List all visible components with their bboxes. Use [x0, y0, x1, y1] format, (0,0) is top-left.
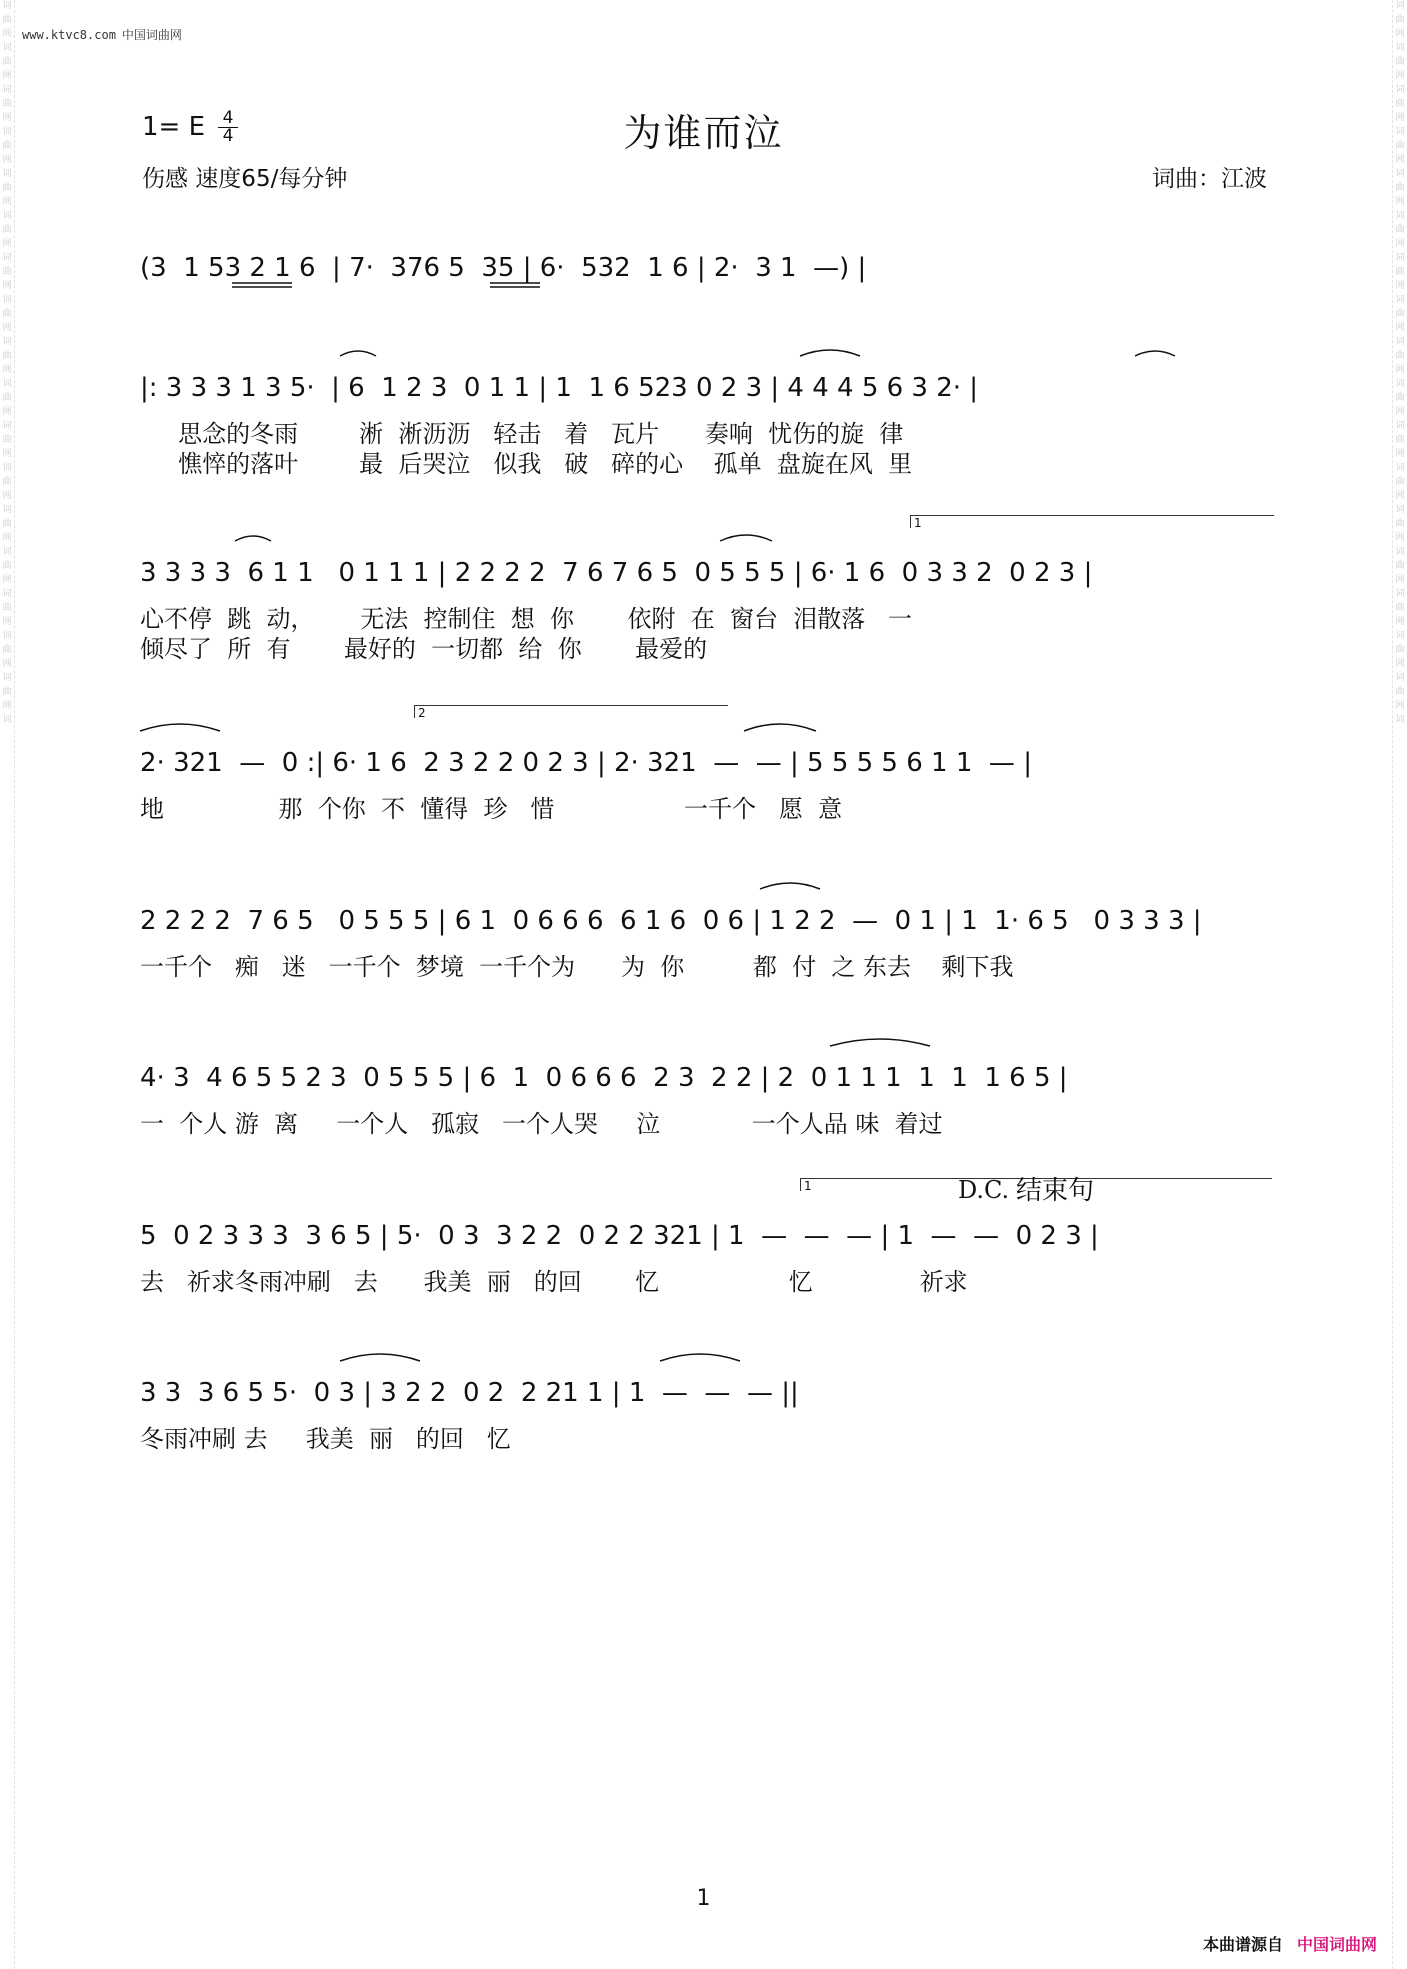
footer-source-site: 中国词曲网 [1296, 1935, 1377, 1954]
watermark-char: 网 [2, 449, 12, 459]
watermark-char: 词 [1395, 85, 1405, 95]
watermark-char: 词 [1395, 211, 1405, 221]
watermark-char: 网 [2, 659, 12, 669]
watermark-char: 词 [1395, 337, 1405, 347]
watermark-char: 网 [2, 407, 12, 417]
watermark-char: 曲 [2, 57, 12, 67]
watermark-char: 词 [2, 421, 12, 431]
watermark-char: 曲 [2, 267, 12, 277]
right-watermark-strip [1392, 0, 1407, 1969]
watermark-char: 网 [2, 617, 12, 627]
watermark-char: 网 [1395, 449, 1405, 459]
watermark-char: 网 [1395, 323, 1405, 333]
watermark-char: 曲 [1395, 57, 1405, 67]
watermark-char: 网 [1395, 155, 1405, 165]
watermark-char: 曲 [2, 99, 12, 109]
watermark-char: 网 [1395, 365, 1405, 375]
watermark-char: 词 [1395, 1, 1405, 11]
second-ending-bracket: 2 [414, 705, 728, 718]
page-number: 1 [696, 1886, 711, 1911]
watermark-char: 曲 [1395, 603, 1405, 613]
watermark-char: 曲 [2, 15, 12, 25]
source-name: 中国词曲网 [121, 28, 182, 42]
watermark-char: 词 [2, 1, 12, 11]
watermark-char: 曲 [1395, 477, 1405, 487]
notation-line: (3 1 53 2 1 6 | 7· 376 5 35 | 6· 532 1 6 | 2· 3 1 —) | [140, 253, 867, 283]
watermark-char: 网 [1395, 575, 1405, 585]
watermark-char: 词 [1395, 547, 1405, 557]
watermark-char: 曲 [1395, 351, 1405, 361]
watermark-char: 词 [2, 589, 12, 599]
watermark-char: 曲 [1395, 183, 1405, 193]
lyrics-verse-1: 去 祈求冬雨冲刷 去 我美 丽 的回 忆 忆 祈求 [140, 1268, 968, 1296]
watermark-char: 词 [2, 547, 12, 557]
watermark-char: 词 [1395, 589, 1405, 599]
watermark-char: 词 [1395, 421, 1405, 431]
lyrics-verse-1: 一 个人 游 离 一个人 孤寂 一个人哭 泣 一个人品 味 着过 [140, 1110, 943, 1138]
watermark-char: 曲 [2, 687, 12, 697]
watermark-char: 词 [1395, 715, 1405, 725]
watermark-char: 网 [1395, 533, 1405, 543]
source-url[interactable] [22, 26, 182, 43]
watermark-char: 曲 [2, 351, 12, 361]
notation-line: 3 3 3 6 5 5· 0 3 | 3 2 2 0 2 2 21 1 | 1 — — — || [140, 1378, 799, 1408]
watermark-char: 曲 [2, 393, 12, 403]
watermark-char: 网 [2, 701, 12, 711]
watermark-char: 曲 [1395, 687, 1405, 697]
watermark-char: 曲 [1395, 99, 1405, 109]
watermark-char: 网 [2, 197, 12, 207]
watermark-char: 词 [1395, 253, 1405, 263]
watermark-char: 网 [1395, 617, 1405, 627]
first-ending-bracket-2: 1 [800, 1178, 1272, 1191]
watermark-char: 词 [2, 463, 12, 473]
notation-line: 5 0 2 3 3 3 3 6 5 | 5· 0 3 3 2 2 0 2 2 321 | 1 — — — | 1 — — 0 2 3 | [140, 1221, 1099, 1251]
watermark-char: 词 [2, 253, 12, 263]
watermark-char: 词 [2, 127, 12, 137]
watermark-char: 网 [1395, 239, 1405, 249]
lyrics-verse-1: 思念的冬雨 淅 淅沥沥 轻击 着 瓦片 奏响 忧伤的旋 律 [140, 420, 904, 448]
lyrics-verse-1: 地 那 个你 不 懂得 珍 惜 一千个 愿 意 [140, 795, 843, 823]
watermark-char: 词 [2, 43, 12, 53]
source-url-text: www.ktvc8.com [22, 28, 116, 42]
watermark-char: 词 [2, 715, 12, 725]
watermark-char: 曲 [1395, 561, 1405, 571]
watermark-char: 网 [1395, 71, 1405, 81]
watermark-char: 网 [1395, 281, 1405, 291]
watermark-char: 曲 [1395, 519, 1405, 529]
watermark-char: 网 [2, 155, 12, 165]
watermark-char: 曲 [2, 141, 12, 151]
watermark-char: 网 [2, 281, 12, 291]
footer-source[interactable] [1203, 1932, 1377, 1955]
song-title: 为谁而泣 [623, 111, 784, 155]
watermark-char: 词 [2, 337, 12, 347]
lyrics-verse-1: 冬雨冲刷 去 我美 丽 的回 忆 [140, 1425, 511, 1453]
time-signature-numerator: 4 [218, 110, 238, 128]
watermark-char: 网 [1395, 29, 1405, 39]
notation-line: 2 2 2 2 7 6 5 0 5 5 5 | 6 1 0 6 6 6 6 1 6 0 6 | 1 2 2 — 0 1 | 1 1· 6 5 0 3 3 3 | [140, 906, 1202, 936]
dc-marking: D.C. [958, 1176, 1010, 1204]
watermark-char: 网 [1395, 659, 1405, 669]
watermark-char: 曲 [2, 309, 12, 319]
watermark-char: 曲 [1395, 435, 1405, 445]
watermark-char: 曲 [1395, 645, 1405, 655]
watermark-char: 曲 [2, 435, 12, 445]
watermark-char: 词 [2, 169, 12, 179]
watermark-char: 曲 [2, 183, 12, 193]
watermark-char: 词 [2, 211, 12, 221]
watermark-char: 词 [1395, 673, 1405, 683]
watermark-char: 曲 [1395, 15, 1405, 25]
watermark-char: 词 [2, 85, 12, 95]
notation-line: 3 3 3 3 6 1 1 0 1 1 1 | 2 2 2 2 7 6 7 6 5 0 5 5 5 | 6· 1 6 0 3 3 2 0 2 3 | [140, 558, 1093, 588]
watermark-char: 网 [2, 365, 12, 375]
watermark-char: 网 [2, 533, 12, 543]
watermark-char: 词 [1395, 505, 1405, 515]
left-watermark-strip [0, 0, 15, 1969]
watermark-char: 词 [1395, 463, 1405, 473]
watermark-char: 曲 [2, 477, 12, 487]
watermark-char: 词 [1395, 295, 1405, 305]
watermark-char: 网 [2, 71, 12, 81]
watermark-char: 网 [2, 113, 12, 123]
watermark-char: 词 [2, 295, 12, 305]
notation-line: |: 3 3 3 1 3 5· | 6 1 2 3 0 1 1 | 1 1 6 523 0 2 3 | 4 4 4 5 6 3 2· | [140, 373, 979, 403]
watermark-char: 曲 [1395, 267, 1405, 277]
watermark-char: 曲 [1395, 309, 1405, 319]
watermark-char: 曲 [2, 645, 12, 655]
ending-phrase-label: 结束句 [1016, 1176, 1095, 1206]
watermark-char: 曲 [1395, 141, 1405, 151]
key-signature: 1= E [142, 112, 206, 142]
watermark-char: 词 [1395, 631, 1405, 641]
watermark-char: 网 [1395, 407, 1405, 417]
watermark-char: 网 [1395, 491, 1405, 501]
underline-marks [140, 240, 1268, 310]
watermark-char: 曲 [1395, 225, 1405, 235]
watermark-char: 曲 [1395, 393, 1405, 403]
watermark-char: 词 [1395, 43, 1405, 53]
footer-source-label: 本曲谱源自 [1202, 1935, 1283, 1954]
time-signature-denominator: 4 [222, 126, 234, 146]
watermark-char: 词 [2, 631, 12, 641]
watermark-char: 网 [1395, 113, 1405, 123]
watermark-char: 词 [1395, 379, 1405, 389]
watermark-char: 网 [2, 491, 12, 501]
lyrics-verse-1: 心不停 跳 动， 无法 控制住 想 你 依附 在 窗台 泪散落 一 [140, 605, 913, 633]
lyrics-verse-1: 一千个 痴 迷 一千个 梦境 一千个为 为 你 都 付 之 东去 剩下我 [140, 953, 1014, 981]
watermark-char: 网 [1395, 197, 1405, 207]
watermark-char: 词 [2, 673, 12, 683]
lyricist-composer: 词曲：江波 [1152, 166, 1267, 192]
watermark-char: 曲 [2, 519, 12, 529]
watermark-char: 网 [1395, 701, 1405, 711]
first-ending-bracket: 1 [910, 515, 1274, 528]
style-tempo: 伤感 速度65/每分钟 [142, 166, 348, 192]
watermark-char: 词 [1395, 169, 1405, 179]
lyrics-verse-2: 憔悴的落叶 最 后哭泣 似我 破 碎的心 孤单 盘旋在风 里 [140, 450, 913, 478]
watermark-char: 词 [1395, 127, 1405, 137]
notation-line: 2· 321 — 0 :| 6· 1 6 2 3 2 2 0 2 3 | 2· 321 — — | 5 5 5 5 6 1 1 — | [140, 748, 1032, 778]
watermark-char: 网 [2, 239, 12, 249]
notation-line: 4· 3 4 6 5 5 2 3 0 5 5 5 | 6 1 0 6 6 6 2 3 2 2 | 2 0 1 1 1 1 1 1 6 5 | [140, 1063, 1068, 1093]
lyrics-verse-2: 倾尽了 所 有 最好的 一切都 给 你 最爱的 [140, 635, 708, 663]
watermark-char: 网 [2, 323, 12, 333]
watermark-char: 词 [2, 379, 12, 389]
watermark-char: 词 [2, 505, 12, 515]
watermark-char: 曲 [2, 225, 12, 235]
watermark-char: 网 [2, 575, 12, 585]
watermark-char: 网 [2, 29, 12, 39]
watermark-char: 曲 [2, 603, 12, 613]
watermark-char: 曲 [2, 561, 12, 571]
